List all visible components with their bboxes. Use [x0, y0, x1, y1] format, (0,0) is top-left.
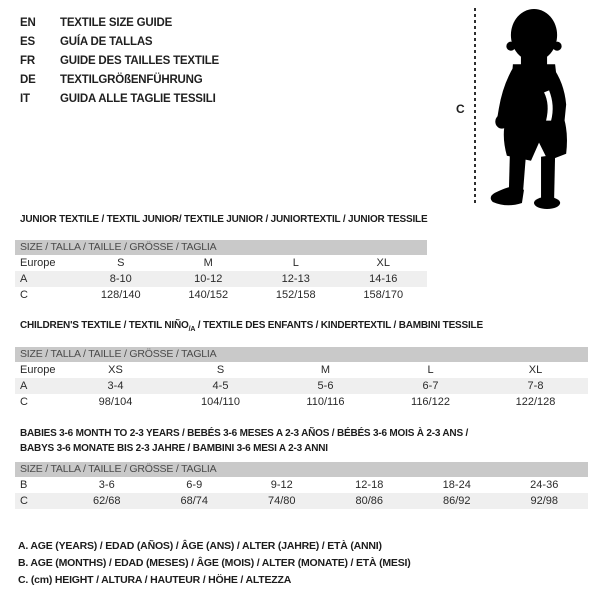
age-cell: 10-12	[194, 273, 223, 285]
height-cell: 86/92	[442, 495, 471, 507]
section-heading-children	[20, 318, 483, 337]
months-cell: 24-36	[530, 479, 559, 491]
language-label: GUIDA ALLE TAGLIE TESSILI	[60, 92, 216, 105]
age-cell: 14-16	[369, 273, 398, 285]
height-cell: 116/122	[411, 396, 450, 408]
baby-height-figure	[440, 0, 600, 215]
row-label: A	[20, 273, 28, 285]
height-cell: 62/68	[92, 495, 121, 507]
language-list	[20, 13, 219, 108]
language-code: IT	[20, 92, 30, 105]
heading-line-2: BABYS 3-6 MONATE BIS 2-3 JAHRE / BAMBINI 3-6 MESI A 2-3 ANNI	[20, 443, 328, 454]
size-cell: XS	[108, 364, 123, 376]
row-label: Europe	[20, 257, 56, 269]
language-row-fr	[20, 51, 219, 70]
legend-line-b: B. AGE (MONTHS) / EDAD (MESES) / ÂGE (MOIS) / ALTER (MONATE) / ETÀ (MESI)	[18, 557, 411, 569]
legend-line-a: A. AGE (YEARS) / EDAD (AÑOS) / ÂGE (ANS) / ALTER (JAHRE) / ETÀ (ANNI)	[18, 540, 382, 552]
row-label: C	[20, 289, 28, 301]
height-cell: 80/86	[355, 495, 384, 507]
table-row-age	[15, 271, 427, 287]
age-cell: 12-13	[281, 273, 310, 285]
heading-subscript: /A	[188, 326, 196, 333]
height-dotted-line	[474, 8, 476, 206]
measure-legend	[18, 538, 411, 589]
table-row-height	[15, 394, 588, 410]
months-cell: 9-12	[270, 479, 293, 491]
language-code: FR	[20, 54, 35, 67]
language-row-es	[20, 32, 219, 51]
row-label: Europe	[20, 364, 56, 376]
size-cell: L	[292, 257, 299, 269]
size-cell: S	[216, 364, 225, 376]
row-label: C	[20, 396, 28, 408]
months-cell: 12-18	[355, 479, 384, 491]
table-row-height	[15, 493, 588, 509]
size-cell: S	[117, 257, 125, 269]
months-cell: 6-9	[186, 479, 203, 491]
language-label: TEXTILE SIZE GUIDE	[60, 16, 173, 29]
height-cell: 92/98	[530, 495, 559, 507]
language-row-de	[20, 70, 219, 89]
table-row-age	[15, 378, 588, 394]
age-cell: 6-7	[422, 380, 439, 392]
heading-text: / TEXTILE DES ENFANTS / KINDERTEXTIL / BAMBINI TESSILE	[195, 320, 483, 331]
height-cell: 74/80	[267, 495, 296, 507]
height-measure-label: C	[456, 102, 465, 116]
language-code: ES	[20, 35, 35, 48]
section-heading-junior: JUNIOR TEXTILE / TEXTIL JUNIOR/ TEXTILE JUNIOR / JUNIORTEXTIL / JUNIOR TESSILE	[20, 214, 428, 225]
height-cell: 158/170	[363, 289, 404, 301]
height-cell: 122/128	[515, 396, 556, 408]
height-cell: 152/158	[275, 289, 316, 301]
height-cell: 128/140	[100, 289, 141, 301]
table-row-height	[15, 287, 427, 303]
age-cell: 4-5	[212, 380, 229, 392]
height-cell: 104/110	[201, 396, 240, 408]
size-cell: M	[320, 364, 331, 376]
height-cell: 98/104	[98, 396, 133, 408]
size-bar: SIZE / TALLA / TAILLE / GRÖSSE / TAGLIA	[15, 462, 588, 477]
height-cell: 140/152	[188, 289, 229, 301]
heading-line-1: BABIES 3-6 MONTH TO 2-3 YEARS / BEBÉS 3-6 MESES A 2-3 AÑOS / BÉBÉS 3-6 MOIS À 2-3 ANS /	[20, 428, 469, 439]
language-row-it	[20, 89, 219, 108]
size-cell: L	[427, 364, 434, 376]
language-label: TEXTILGRÖßENFÜHRUNG	[60, 73, 203, 86]
table-row-europe	[15, 255, 427, 271]
table-row-months	[15, 477, 588, 493]
heading-text: CHILDREN'S TEXTILE / TEXTIL NIÑO	[20, 320, 189, 331]
legend-line-c: C. (cm) HEIGHT / ALTURA / HAUTEUR / HÖHE / ALTEZZA	[18, 574, 292, 586]
age-cell: 7-8	[527, 380, 544, 392]
age-cell: 8-10	[109, 273, 132, 285]
height-cell: 110/116	[306, 396, 345, 408]
age-cell: 5-6	[317, 380, 334, 392]
language-code: EN	[20, 16, 36, 29]
language-row-en	[20, 13, 219, 32]
baby-silhouette-icon	[482, 4, 584, 210]
size-cell: XL	[528, 364, 543, 376]
row-label: B	[20, 479, 28, 491]
size-cell: XL	[376, 257, 390, 269]
table-row-europe	[15, 362, 588, 378]
language-code: DE	[20, 73, 36, 86]
months-cell: 18-24	[442, 479, 471, 491]
row-label: C	[20, 495, 28, 507]
months-cell: 3-6	[98, 479, 115, 491]
babies-size-table	[15, 462, 588, 509]
section-heading-babies	[20, 426, 580, 456]
size-bar: SIZE / TALLA / TAILLE / GRÖSSE / TAGLIA	[15, 347, 588, 362]
height-cell: 68/74	[180, 495, 209, 507]
row-label: A	[20, 380, 28, 392]
children-size-table	[15, 347, 588, 410]
size-bar: SIZE / TALLA / TAILLE / GRÖSSE / TAGLIA	[15, 240, 427, 255]
size-cell: M	[203, 257, 213, 269]
language-label: GUÍA DE TALLAS	[60, 35, 153, 48]
age-cell: 3-4	[107, 380, 124, 392]
language-label: GUIDE DES TAILLES TEXTILE	[60, 54, 219, 67]
junior-size-table	[15, 240, 427, 303]
